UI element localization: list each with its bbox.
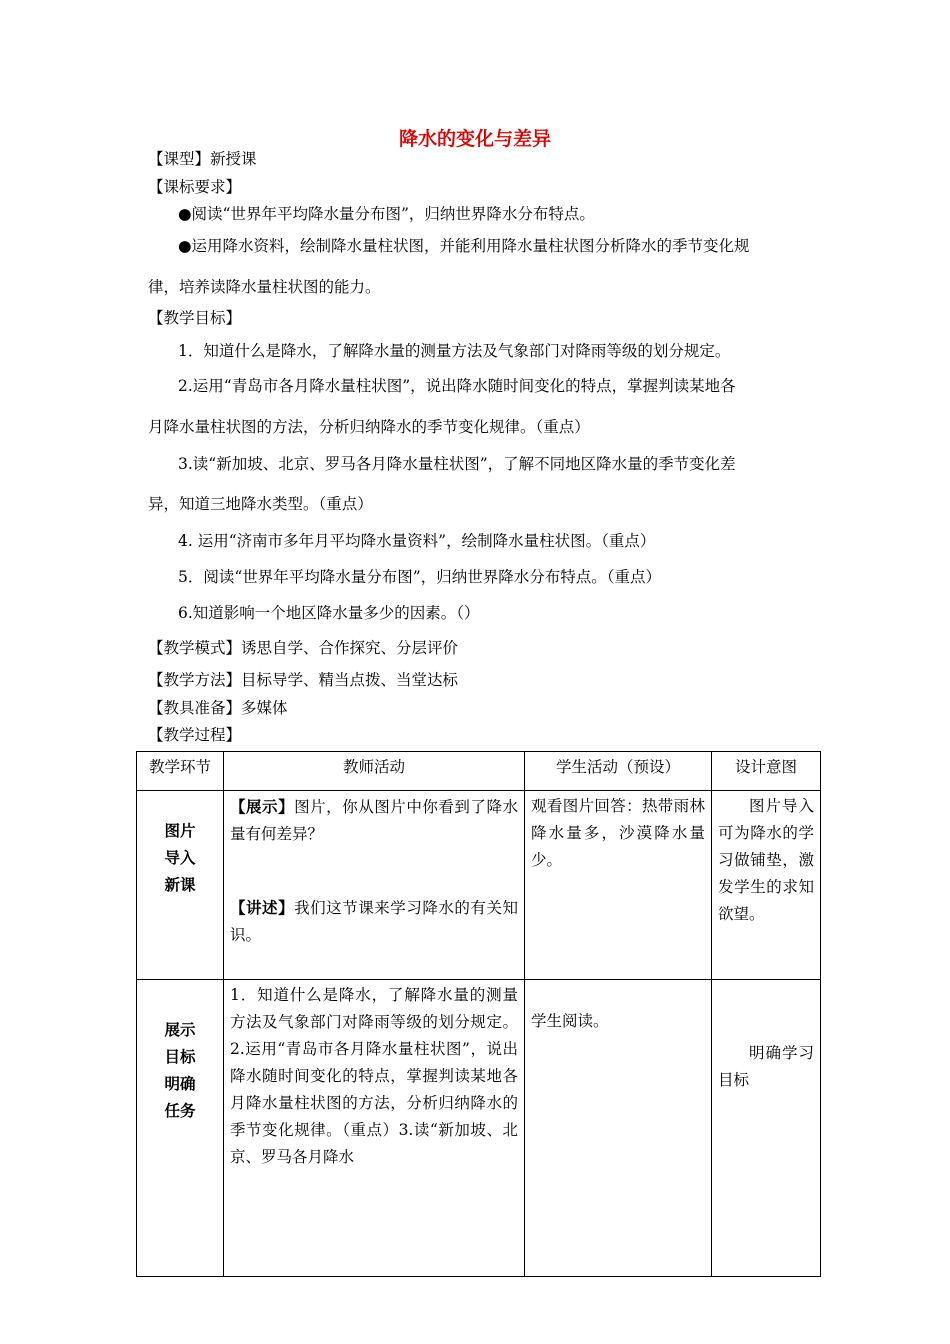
goal-item: 3.读“新加坡、北京、罗马各月降水量柱状图”，了解不同地区降水量的季节变化差: [178, 455, 736, 473]
teacher-cell: 1．知道什么是降水，了解降水量的测量方法及气象部门对降雨等级的划分规定。2.运用“青岛市各月降水量柱状图”，说出降水随时间变化的特点，掌握判读某地各月降水量柱状图的方法，分析归纳降水的季节变化规律。（重点）3.读“新加坡、北京、罗马各月降水: [224, 980, 525, 1277]
tools-label: 【教具准备】: [148, 699, 242, 717]
lesson-type-label: 【课型】: [148, 150, 211, 168]
table-row: [137, 791, 821, 980]
tools-value: 多媒体: [241, 699, 288, 717]
mode-label: 【教学模式】: [148, 639, 242, 657]
intent-cell: 明确学习目标: [712, 980, 821, 1277]
show-tag: 【展示】: [230, 797, 295, 816]
method-label: 【教学方法】: [148, 671, 242, 689]
goal-item: 5．阅读“世界年平均降水量分布图”，归纳世界降水分布特点。（重点）: [178, 568, 661, 586]
curriculum-item: ●阅读“世界年平均降水量分布图”，归纳世界降水分布特点。: [178, 205, 595, 223]
explain-tag: 【讲述】: [230, 898, 295, 917]
lesson-type: [148, 147, 257, 169]
teacher-text: 图片，你从图片中你看到了降水量有何差异？: [230, 798, 518, 843]
goal-item: 月降水量柱状图的方法，分析归纳降水的季节变化规律。（重点）: [148, 418, 590, 436]
intent-cell: 图片导入可为降水的学习做铺垫，激发学生的求知欲望。: [712, 791, 821, 980]
lesson-process-table: [136, 751, 821, 1277]
stage-cell: 展示 目标 明确 任务: [137, 980, 224, 1277]
page-title: 降水的变化与差异: [398, 128, 551, 150]
student-cell: 学生阅读。: [525, 980, 712, 1277]
process-label: 【教学过程】: [148, 726, 242, 744]
goal-item: 异，知道三地降水类型。（重点）: [148, 495, 373, 513]
goal-item: 6.知道影响一个地区降水量多少的因素。（）: [178, 604, 480, 622]
table-row: [137, 980, 821, 1277]
mode-value: 诱思自学、合作探究、分层评价: [241, 639, 459, 657]
teacher-cell: [224, 791, 525, 980]
teaching-mode: [148, 636, 458, 658]
curriculum-label: 【课标要求】: [148, 178, 242, 196]
curriculum-item: 律，培养读降水量柱状图的能力。: [148, 278, 381, 296]
teaching-method: [148, 668, 458, 690]
teaching-tools: [148, 696, 288, 718]
student-cell: 观看图片回答：热带雨林降水量多，沙漠降水量少。: [525, 791, 712, 980]
stage-cell: 图片 导入 新课: [137, 791, 224, 980]
curriculum-item: ●运用降水资料，绘制降水量柱状图，并能利用降水量柱状图分析降水的季节变化规: [178, 237, 750, 255]
goals-label: 【教学目标】: [148, 309, 242, 327]
lesson-type-value: 新授课: [210, 150, 257, 168]
header-teacher: 教师活动: [224, 752, 525, 791]
goal-item: 4. 运用“济南市多年月平均降水量资料”，绘制降水量柱状图。（重点）: [178, 532, 656, 550]
teacher-text: 我们这节课来学习降水的有关知识。: [230, 899, 518, 944]
table-header-row: [137, 752, 821, 791]
header-student: 学生活动（预设）: [525, 752, 712, 791]
goal-item: 1．知道什么是降水，了解降水量的测量方法及气象部门对降雨等级的划分规定。: [178, 342, 731, 360]
goal-item: 2.运用“青岛市各月降水量柱状图”，说出降水随时间变化的特点，掌握判读某地各: [178, 377, 736, 395]
header-intent: 设计意图: [712, 752, 821, 791]
method-value: 目标导学、精当点拨、当堂达标: [241, 671, 459, 689]
header-stage: 教学环节: [137, 752, 224, 791]
